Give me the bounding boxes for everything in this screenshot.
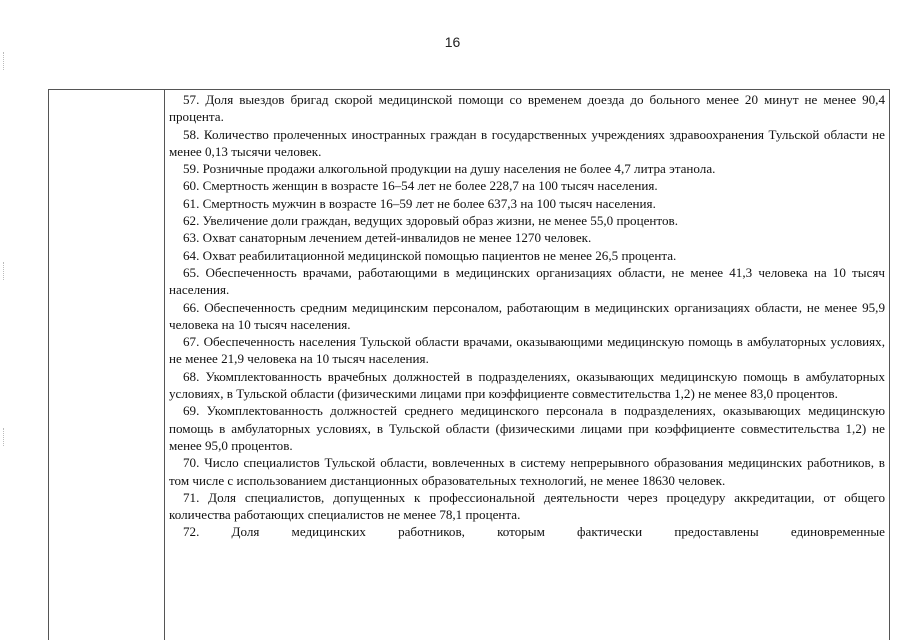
- list-item: 69. Укомплектованность должностей среднего медицинского персонала в подразделениях, оказывающих медицинскую помощь в амбулаторных условиях, в Тульской области (физическими лицами при коэффициенте совместительства 1,2) не менее 95,0 процентов.: [169, 403, 885, 453]
- list-item: 71. Доля специалистов, допущенных к профессиональной деятельности через процедуру аккредитации, от общего количества работающих специалистов не менее 78,1 процента.: [169, 489, 885, 523]
- list-item: 61. Смертность мужчин в возрасте 16–59 лет не более 637,3 на 100 тысяч населения.: [183, 195, 656, 211]
- list-item: 59. Розничные продажи алкогольной продукции на душу населения не более 4,7 литра этанола.: [183, 161, 716, 177]
- indicators-table: [48, 89, 890, 640]
- list-item: 58. Количество пролеченных иностранных граждан в государственных учреждениях здравоохранения Тульской области не менее 0,13 тысячи человек.: [169, 126, 885, 159]
- list-item: 70. Число специалистов Тульской области, вовлеченных в систему непрерывного образования медицинских работников, в том числе с использованием дистанционных образовательных технологий, не менее 18630 человек.: [169, 455, 885, 488]
- scan-mark: [3, 52, 6, 70]
- list-item: 67. Обеспеченность населения Тульской области врачами, оказывающими медицинскую помощь в амбулаторных условиях, не менее 21,9 человека на 10 тысяч населения.: [169, 334, 885, 367]
- list-item: 65. Обеспеченность врачами, работающими в медицинских организациях области, не менее 41,3 человека на 10 тысяч населения.: [169, 264, 885, 298]
- scan-mark: [3, 262, 6, 280]
- list-item: 64. Охват реабилитационной медицинской помощью пациентов не менее 26,5 процента.: [183, 247, 677, 263]
- scan-mark: [3, 428, 6, 446]
- table-left-column: [49, 90, 165, 640]
- list-item: 66. Обеспеченность средним медицинским персоналом, работающим в медицинских организациях области, не менее 95,9 человека на 10 тысяч населения.: [169, 299, 885, 332]
- table-text-column: [165, 90, 889, 640]
- list-item: 63. Охват санаторным лечением детей-инвалидов не менее 1270 человек.: [183, 230, 592, 246]
- list-item: 68. Укомплектованность врачебных должностей в подразделениях, оказывающих медицинскую помощь в амбулаторных условиях, в Тульской области (физическими лицами при коэффициенте совместительства 1,2) не менее 83,0 процентов.: [169, 368, 885, 402]
- list-item: 62. Увеличение доли граждан, ведущих здоровый образ жизни, не менее 55,0 процентов.: [183, 213, 678, 229]
- list-item: 57. Доля выездов бригад скорой медицинской помощи со временем доезда до больного менее 20 минут не менее 90,4 процента.: [169, 92, 885, 125]
- list-item: 72. Доля медицинских работников, которым фактически предоставлены единовременные: [183, 524, 885, 540]
- page-number: 16: [444, 34, 461, 50]
- list-item: 60. Смертность женщин в возрасте 16–54 лет не более 228,7 на 100 тысяч населения.: [183, 178, 658, 194]
